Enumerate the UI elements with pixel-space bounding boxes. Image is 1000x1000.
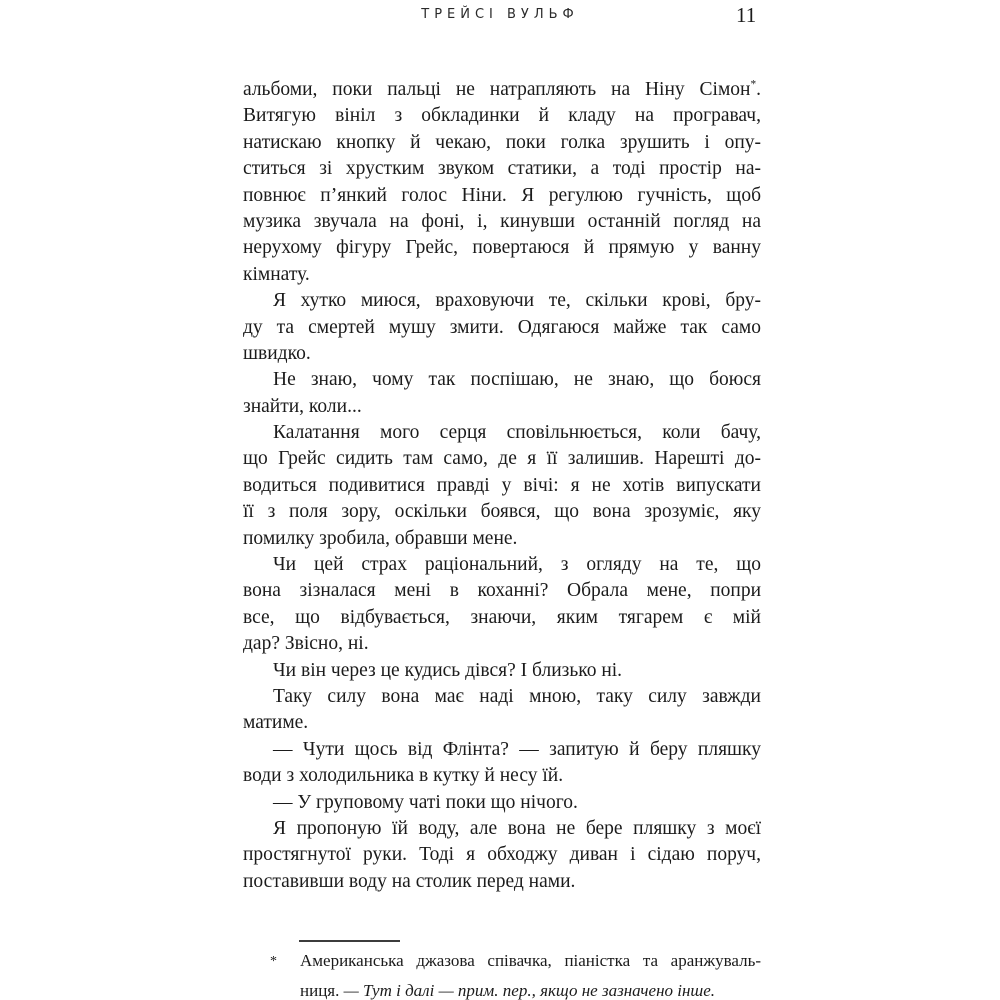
footnote-line xyxy=(300,976,761,1000)
page-number: 11 xyxy=(736,3,757,27)
footnote-divider xyxy=(299,940,400,942)
footnote xyxy=(243,946,761,1000)
text-line: дар? Звісно, ні. xyxy=(243,633,369,655)
text-line: Таку силу вона має наді мною, таку силу завжди xyxy=(273,685,761,707)
text-line: води з холодильника в кутку й несу їй. xyxy=(243,765,564,787)
text-line: вона зізналася мені в коханні? Обрала мене, попри xyxy=(243,580,761,602)
text-line: кімнату. xyxy=(243,263,310,285)
paragraph xyxy=(243,790,761,816)
text-line: Я хутко миюся, враховуючи те, скільки крові, бру- xyxy=(273,290,761,312)
paragraph xyxy=(243,420,761,552)
text-line: Чи цей страх раціональний, з огляду на те, що xyxy=(273,554,761,576)
text-line: знайти, коли... xyxy=(243,395,362,417)
paragraph xyxy=(243,288,761,367)
running-header-author: ТРЕЙСІ ВУЛЬФ xyxy=(421,7,579,22)
paragraph xyxy=(243,367,761,420)
text-line: — У груповому чаті поки що нічого. xyxy=(273,791,578,813)
text-line: помилку зробила, обравши мене. xyxy=(243,527,518,549)
text-line: — Чути щось від Флінта? — запитую й беру пляшку xyxy=(273,738,761,760)
text-line: поставивши воду на столик перед нами. xyxy=(243,870,576,892)
footnote-description: Американська джазова співачка, піаністка та аранжуваль- xyxy=(300,951,761,970)
footnote-line xyxy=(300,946,761,976)
paragraph xyxy=(243,684,761,737)
text-line: Я пропоную їй воду, але вона не бере пляшку з моєї xyxy=(273,817,761,839)
text-line: Чи він через це кудись дівся? І близько ні. xyxy=(273,659,623,681)
paragraph xyxy=(243,737,761,790)
text-line: ститься зі хрустким звуком статики, а тоді простір на- xyxy=(243,158,761,180)
text-line: повнює п’янкий голос Ніни. Я регулюю гучність, щоб xyxy=(243,184,761,206)
text-line: простягнутої руки. Тоді я обходжу диван і сідаю поруч, xyxy=(243,844,761,866)
footnote-description: ниця. xyxy=(300,981,344,1000)
text-line: матиме. xyxy=(243,712,309,734)
text-line: натискаю кнопку й чекаю, поки голка зрушить і опу- xyxy=(243,131,761,153)
text-line: нерухому фігуру Грейс, повертаюся й прямую у ванну xyxy=(243,237,761,259)
paragraph xyxy=(243,816,761,895)
body-text-column xyxy=(243,77,761,895)
text-line: її з поля зору, оскільки боявся, що вона зрозуміє, яку xyxy=(243,501,761,523)
footnote-text xyxy=(300,946,761,1000)
footnote-translator-note: — Тут і далі — прим. пер., якщо не зазначено інше. xyxy=(343,981,716,1000)
text-line: ду та смертей мушу змити. Одягаюся майже так само xyxy=(243,316,761,338)
text-line: Витягую вініл з обкладинки й кладу на програвач, xyxy=(243,105,761,127)
paragraph xyxy=(243,77,761,288)
text-line: що Грейс сидить там само, де я її залишив. Нарешті до- xyxy=(243,448,761,470)
text-line: водиться подивитися правді у вічі: я не хотів випускати xyxy=(243,474,761,496)
text-line: швидко. xyxy=(243,342,311,364)
text-line: альбоми, поки пальці не натрапляють на Ніну Сімон*. xyxy=(243,78,761,100)
footnote-reference: * xyxy=(750,78,757,91)
paragraph xyxy=(243,658,761,684)
text-line: все, що відбувається, знаючи, яким тягарем є мій xyxy=(243,606,761,628)
paragraph xyxy=(243,552,761,658)
text-line: Не знаю, чому так поспішаю, не знаю, що боюся xyxy=(273,369,761,391)
footnote-marker: * xyxy=(270,954,277,969)
text-line: музика звучала на фоні, і, кинувши останній погляд на xyxy=(243,210,761,232)
text-line: Калатання мого серця сповільнюється, коли бачу, xyxy=(273,422,761,444)
